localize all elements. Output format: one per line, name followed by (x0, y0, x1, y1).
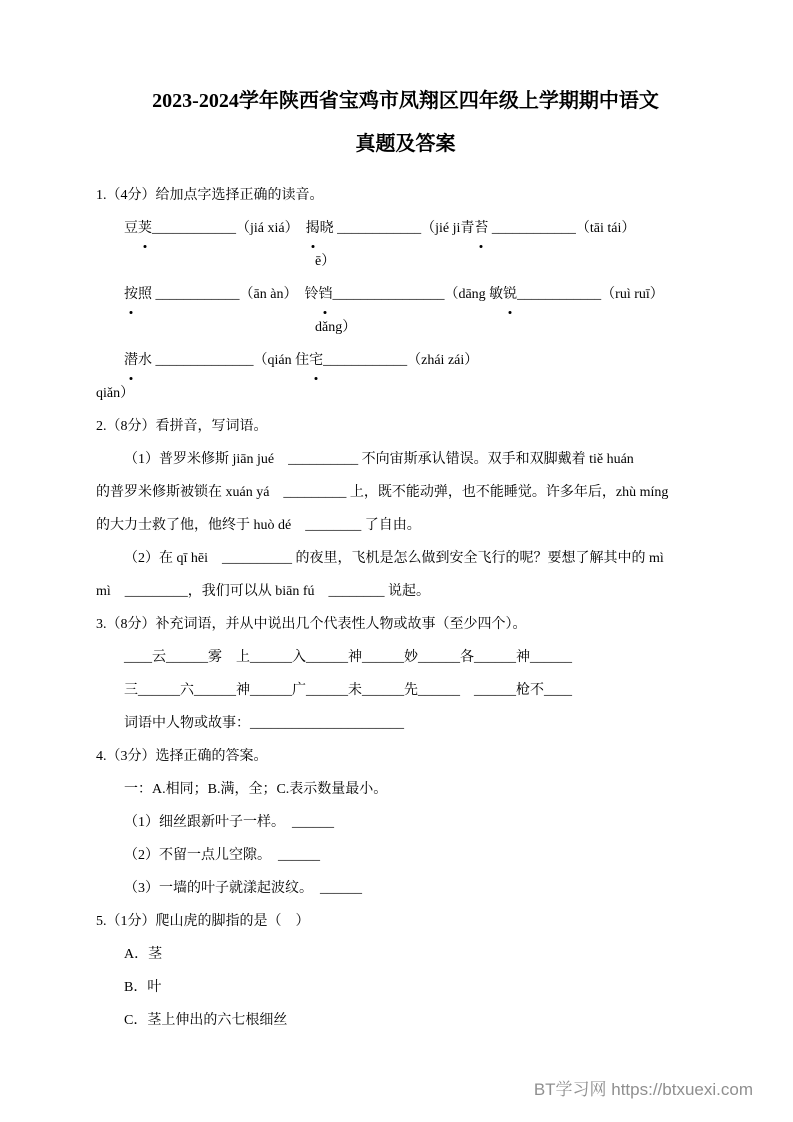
q3-idioms-row2: 三______六______神______广______未______先______ ______枪不____ (124, 683, 572, 698)
q2-paragraph2-line2: mì _________，我们可以从 biān fú ________ 说起。 (96, 584, 431, 599)
q4-item1: （1）细丝跟新叶子一样。 ______ (124, 815, 334, 830)
q2-paragraph1-line3: 的大力士救了他，他终于 huò dé ________ 了自由。 (96, 518, 421, 533)
page-title (96, 86, 715, 159)
q1-row2-wrap: dǎng） (315, 320, 357, 335)
q4-item2: （2）不留一点儿空隙。 ______ (124, 848, 320, 863)
q4-options-key: 一：A.相同；B.满，全；C.表示数量最小。 (124, 782, 388, 797)
q2-header: 2.（8分）看拼音，写词语。 (96, 419, 268, 434)
q2-paragraph1-line2: 的普罗米修斯被锁在 xuán yá _________ 上，既不能动弹，也不能睡觉。许多年后，zhù míng (96, 485, 669, 500)
q1-row3-wrap: qiǎn） (96, 386, 135, 401)
watermark-text: BT学习网 https://btxuexi.com (533, 1080, 753, 1099)
q1-row1: 豆荚____________（jiá xiá） 揭晓 ____________（jié ji青苔 ____________（tāi tái） (96, 212, 715, 245)
q1-row2: 按照 ____________（ān àn） 铃铛________________（dāng 敏锐____________（ruì ruī） (96, 278, 715, 311)
q1-row1-wrap: ē） (315, 254, 336, 269)
watermark (534, 1075, 753, 1100)
q5-header: 5.（1分）爬山虎的脚指的是（ ） (96, 914, 310, 929)
q2-paragraph2-line1: （2）在 qī hēi __________ 的夜里，飞机是怎么做到安全飞行的呢？要想了解其中的 mì (124, 551, 664, 566)
q1-header: 1.（4分）给加点字选择正确的读音。 (96, 188, 324, 203)
q3-answer-line: 词语中人物或故事：______________________ (124, 716, 404, 731)
page-title-line2: 真题及答案 (355, 133, 456, 155)
q5-choice-b: B．叶 (124, 980, 162, 995)
page-title-line1: 2023-2024学年陕西省宝鸡市凤翔区四年级上学期期中语文 (152, 90, 659, 112)
q1-row3: 潜水 ______________（qián 住宅____________（zhái zái） (96, 344, 715, 377)
q4-item3: （3）一墙的叶子就漾起波纹。 ______ (124, 881, 362, 896)
q5-choice-c: C．茎上伸出的六七根细丝 (124, 1013, 288, 1028)
q4-header: 4.（3分）选择正确的答案。 (96, 749, 268, 764)
q5-choice-a: A．茎 (124, 947, 163, 962)
q3-idioms-row1: ____云______雾 上______入______神______妙______各______神______ (124, 650, 572, 665)
q3-header: 3.（8分）补充词语，并从中说出几个代表性人物或故事（至少四个）。 (96, 617, 527, 632)
q2-paragraph1-line1: （1）普罗米修斯 jiān jué __________ 不向宙斯承认错误。双手和双脚戴着 tiě huán (124, 452, 634, 467)
